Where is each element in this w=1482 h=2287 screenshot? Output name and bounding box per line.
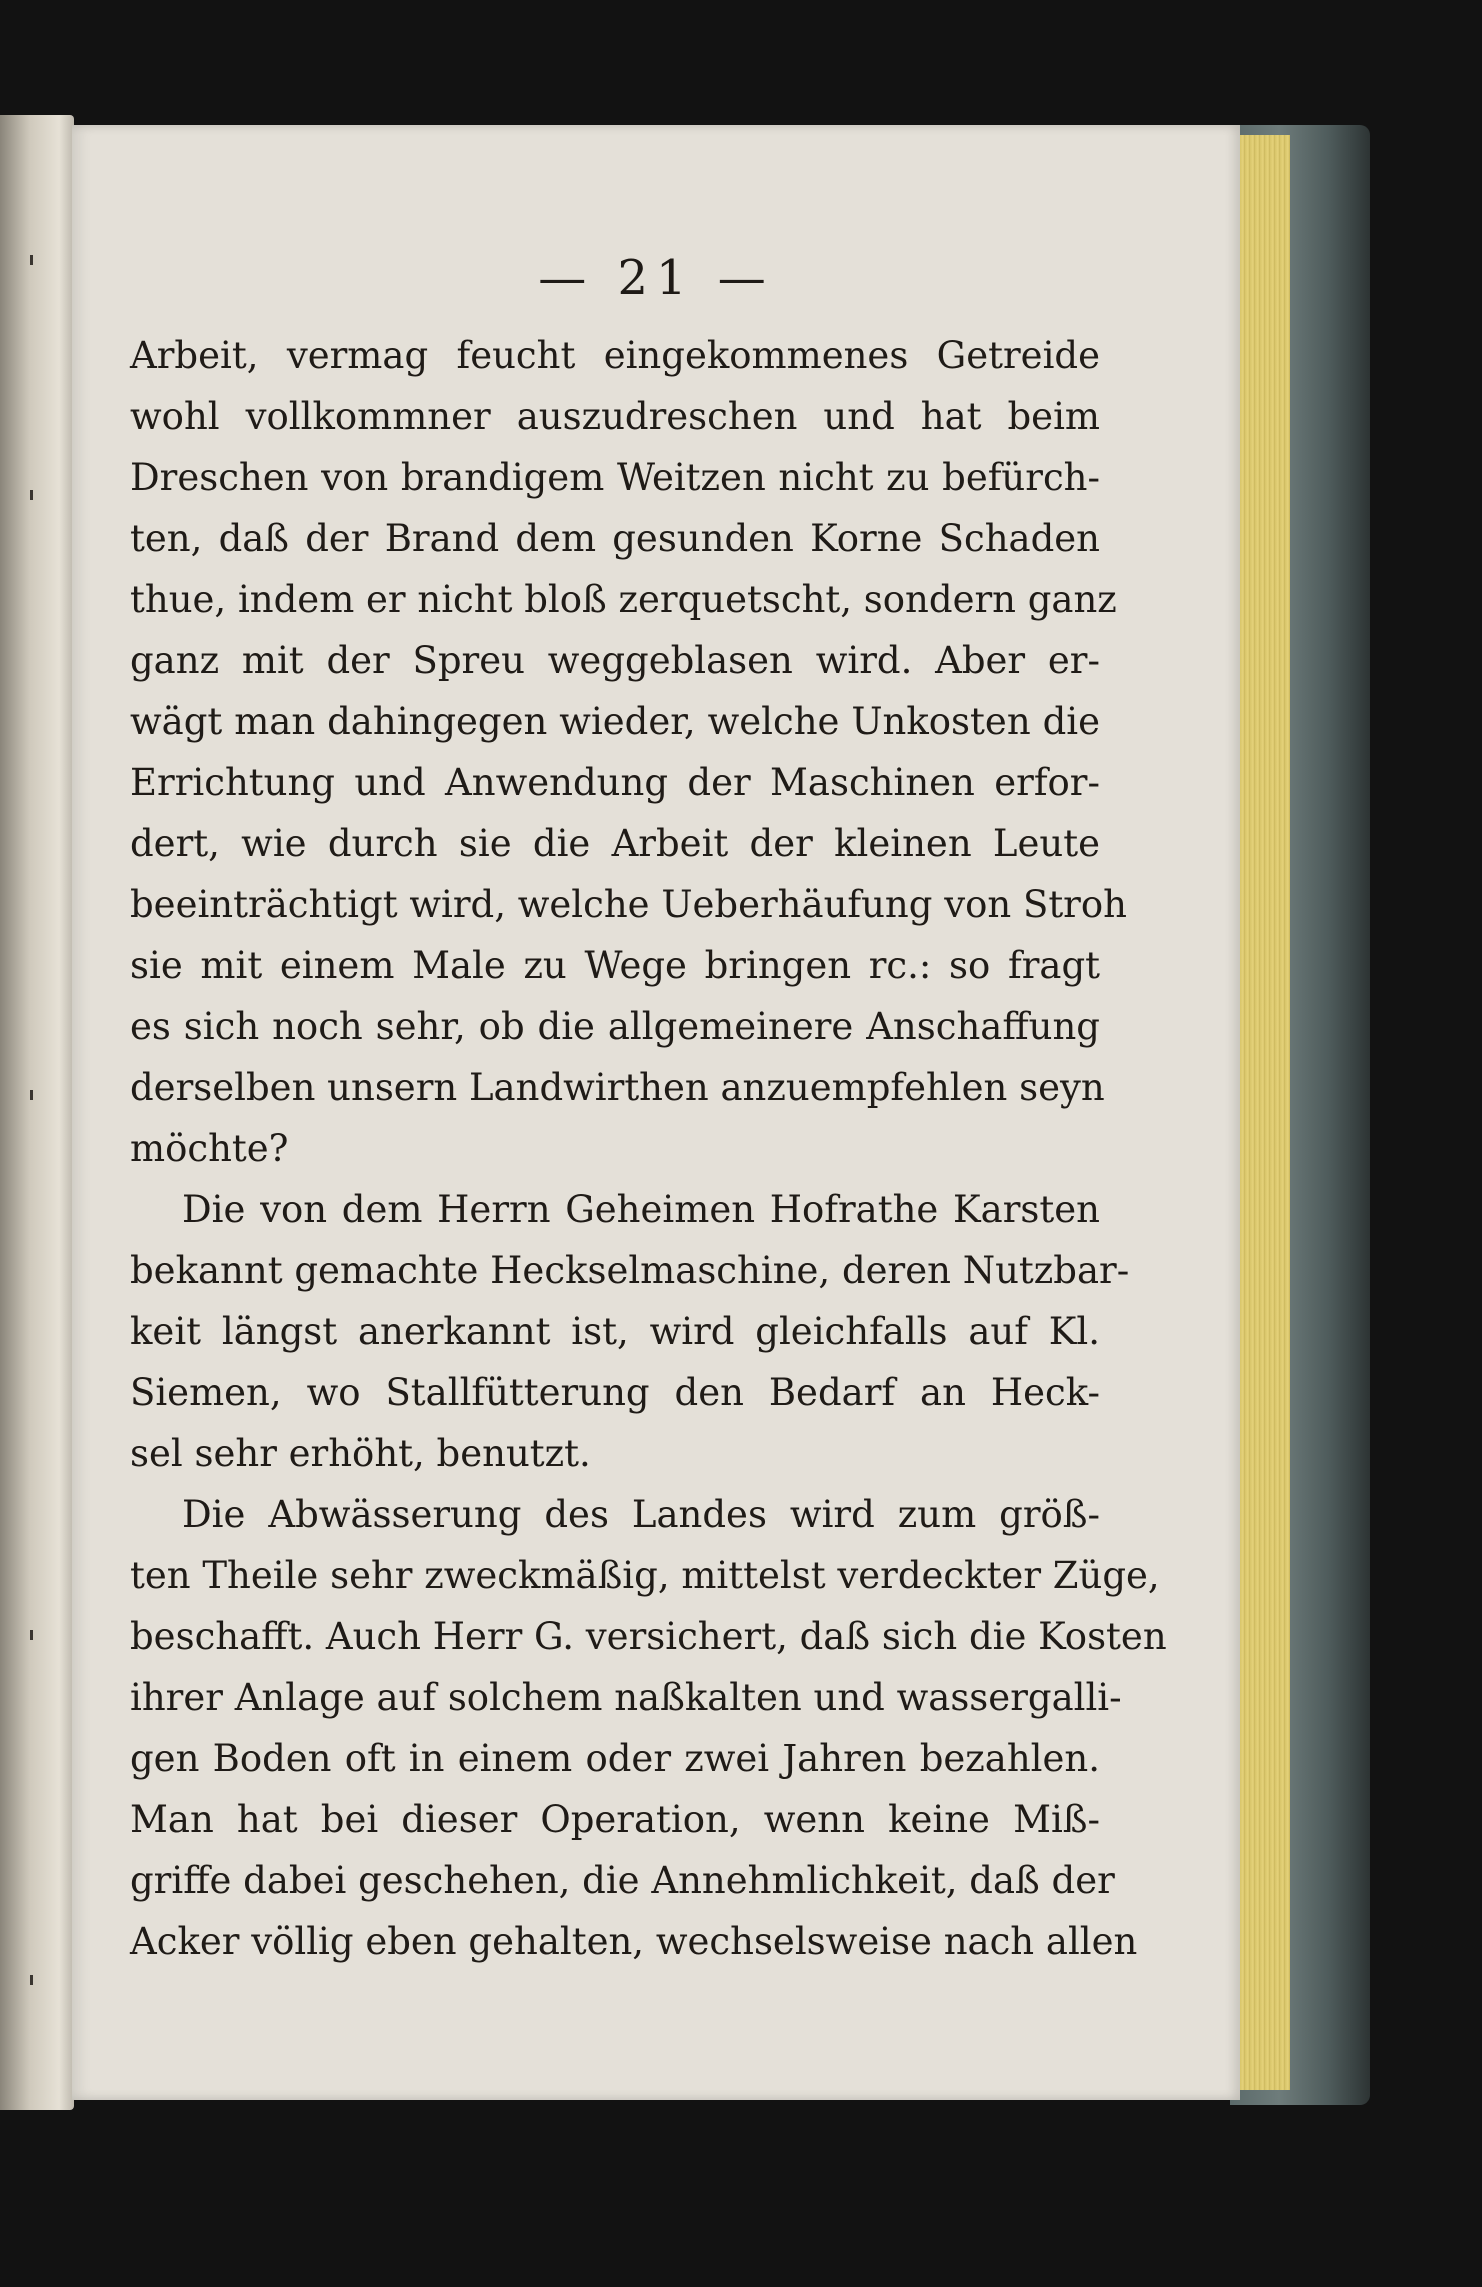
- book-page: [72, 125, 1240, 2100]
- text-line: bekannt gemachte Heckselmaschine, deren Nutzbar-: [130, 1249, 1130, 1292]
- text-line: Die von dem Herrn Geheimen Hofrathe Karsten: [182, 1188, 1100, 1231]
- text-line: Die Abwässerung des Landes wird zum größ-: [182, 1493, 1100, 1536]
- text-line: beschafft. Auch Herr G. versichert, daß sich die Kosten: [130, 1615, 1167, 1658]
- edge-mark: [30, 490, 33, 500]
- text-line: gen Boden oft in einem oder zwei Jahren bezahlen.: [130, 1737, 1100, 1780]
- text-line: sie mit einem Male zu Wege bringen rc.: so fragt: [130, 944, 1100, 987]
- edge-mark: [30, 255, 33, 265]
- text-line: Arbeit, vermag feucht eingekommenes Getreide: [130, 334, 1100, 377]
- text-line: derselben unsern Landwirthen anzuempfehlen seyn: [130, 1066, 1105, 1109]
- text-line: thue, indem er nicht bloß zerquetscht, sondern ganz: [130, 578, 1117, 621]
- text-line: ten, daß der Brand dem gesunden Korne Schaden: [130, 517, 1100, 560]
- text-line: keit längst anerkannt ist, wird gleichfalls auf Kl.: [130, 1310, 1100, 1353]
- text-line: ihrer Anlage auf solchem naßkalten und wassergalli-: [130, 1676, 1122, 1719]
- text-line: Errichtung und Anwendung der Maschinen erfor-: [130, 761, 1100, 804]
- text-line: beeinträchtigt wird, welche Ueberhäufung von Stroh: [130, 883, 1127, 926]
- text-line: dert, wie durch sie die Arbeit der kleinen Leute: [130, 822, 1100, 865]
- left-page-edge: [0, 115, 74, 2110]
- text-line: ganz mit der Spreu weggeblasen wird. Aber er-: [130, 639, 1100, 682]
- text-line: möchte?: [130, 1127, 289, 1170]
- text-line: Siemen, wo Stallfütterung den Bedarf an Heck-: [130, 1371, 1100, 1414]
- edge-mark: [30, 1090, 33, 1100]
- page-number: — 21 —: [538, 250, 774, 306]
- text-line: Man hat bei dieser Operation, wenn keine Miß-: [130, 1798, 1100, 1841]
- text-line: wägt man dahingegen wieder, welche Unkosten die: [130, 700, 1100, 743]
- text-line: Dreschen von brandigem Weitzen nicht zu befürch-: [130, 456, 1100, 499]
- text-line: wohl vollkommner auszudreschen und hat beim: [130, 395, 1100, 438]
- text-line: es sich noch sehr, ob die allgemeinere Anschaffung: [130, 1005, 1100, 1048]
- edge-mark: [30, 1630, 33, 1640]
- page-text: [130, 325, 1167, 1972]
- text-line: ten Theile sehr zweckmäßig, mittelst verdeckter Züge,: [130, 1554, 1160, 1597]
- text-line: griffe dabei geschehen, die Annehmlichkeit, daß der: [130, 1859, 1115, 1902]
- text-line: sel sehr erhöht, benutzt.: [130, 1432, 591, 1475]
- text-line: Acker völlig eben gehalten, wechselsweise nach allen: [130, 1920, 1138, 1963]
- edge-mark: [30, 1975, 33, 1985]
